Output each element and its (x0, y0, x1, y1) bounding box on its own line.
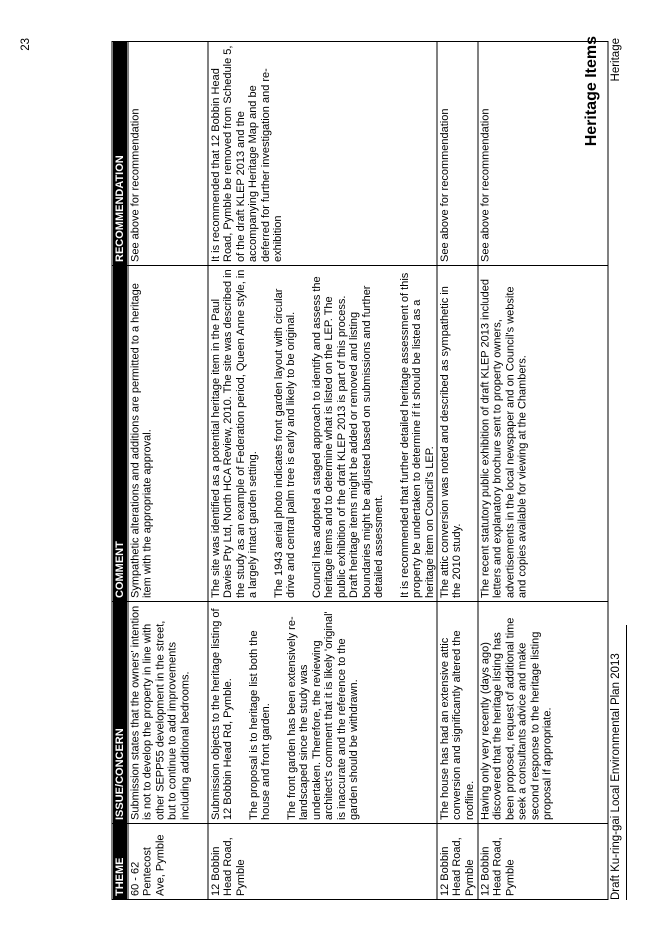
page-number: 23 (20, 38, 32, 51)
issue-cell: Submission states that the owners' intention is not to develop the property in line with other SEPP55 development in the street, but to continue to add improvements including additional bedrooms. (128, 602, 208, 824)
submissions-table (112, 41, 609, 900)
recommendation-cell: See above for recommendation (478, 42, 608, 266)
recommendation-cell: See above for recommendation (438, 42, 479, 266)
table-row (208, 42, 438, 900)
recommendation-cell: See above for recommendation (128, 42, 208, 266)
column-header-recommendation: RECOMMENDATION (113, 42, 129, 266)
issue-cell: Submission objects to the heritage listing of 12 Bobbin Head Rd, Pymble. The proposal is to heritage list both the house and front garden. The front garden has been extensively re-landscaped since the study was undertaken. Therefore, the reviewing architect's comment that it is likely 'original' is inaccurate and the reference to the garden should be withdrawn. (208, 602, 438, 824)
comment-cell: The attic conversion was noted and described as sympathetic in the 2010 study. (438, 266, 479, 602)
comment-cell: Sympathetic alterations and additions are permitted to a heritage item with the appropriate approval. (128, 266, 208, 602)
comment-cell: The site was identified as a potential heritage item in the Paul Davies Pty Ltd, North HCA Review, 2010. The site was described in the study as an example of Federation period, Queen Anne style, in a largely intact garden setting. The 1943 aerial photo indicates front garden layout with circular drive and central palm tree is early and likely to be original. Council has adopted a staged approach to identify and assess the heritage items and to determine what is listed on the LEP. The public exhibition of the draft KLEP 2013 is part of this process. Draft heritage items might be added or removed and listing boundaries might be adjusted based on submissions and further detailed assessment. It is recommended that further detailed heritage assessment of this property be undertaken to determine if it should be listed as a heritage item on Council's LEP. (208, 266, 438, 602)
theme-cell: 12 Bobbin Head Road, Pymble (438, 824, 479, 900)
document-title: Draft Ku-ring-gai Local Environmental Plan 2013 (610, 653, 622, 900)
table-header-row (113, 42, 129, 900)
table-row (128, 42, 208, 900)
issue-cell: Having only very recently (days ago) discovered that the heritage listing has been proposed, request of additional time seek a consultants advice and make second response to the heritage listing proposal if appropriate. (478, 602, 608, 824)
column-header-issue: ISSUE/CONCERN (113, 602, 129, 824)
title-underline (626, 625, 627, 900)
table-row (438, 42, 479, 900)
issue-cell: The house has had an extensive attic conversion and significantly altered the roofline. (438, 602, 479, 824)
table-row (478, 42, 608, 900)
theme-cell: 12 Bobbin Head Road, Pymble (478, 824, 608, 900)
column-header-comment: COMMENT (113, 266, 129, 602)
comment-cell: The recent statutory public exhibition of draft KLEP 2013 included letters and explanatory brochure sent to property owners, advertisements in the local newspaper and on Council's website and copies available for viewing at the Chambers. (478, 266, 608, 602)
theme-cell: 60 - 62 Pentecost Ave, Pymble (128, 824, 208, 900)
theme-cell: 12 Bobbin Head Road, Pymble (208, 824, 438, 900)
column-header-theme: THEME (113, 824, 129, 900)
section-label: Heritage (610, 38, 622, 82)
recommendation-cell: It is recommended that 12 Bobbin Head Road, Pymble be removed from Schedule 5, of the draft KLEP 2013 and the accompanying Heritage Map and be deferred for further investigation and re-exhibition (208, 42, 438, 266)
section-title: Heritage Items (583, 36, 600, 147)
